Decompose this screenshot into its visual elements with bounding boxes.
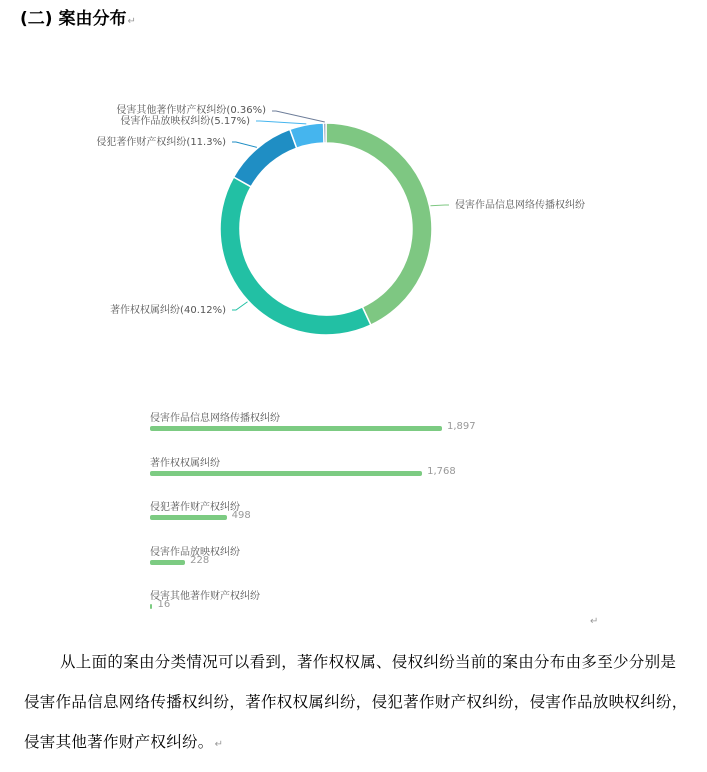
bar-value-label: 498 (231, 510, 251, 521)
donut-slice-label: 侵害其他著作财产权纠纷(0.36%) (116, 105, 266, 116)
bar-value-label: 1,897 (447, 421, 476, 432)
bar-category-label: 侵害其他著作财产权纠纷 (150, 591, 260, 602)
paragraph-mark: ↵ (214, 739, 224, 750)
donut-leader-line (256, 121, 306, 124)
donut-slice-label: 侵害作品信息网络传播权纠纷 (455, 200, 585, 211)
bar (150, 604, 152, 609)
donut-slice (290, 123, 324, 148)
section-heading-text: (二) 案由分布 (20, 9, 127, 29)
bar-category-label: 侵犯著作财产权纠纷 (150, 502, 240, 513)
bar-value-label: 16 (157, 599, 171, 610)
donut-leader-line (232, 142, 257, 147)
bar (150, 471, 422, 476)
bar (150, 515, 227, 520)
summary-paragraph (24, 642, 690, 765)
donut-slice-label: 著作权权属纠纷(40.12%) (110, 305, 226, 316)
donut-slice (326, 123, 432, 325)
bar-category-label: 侵害作品放映权纠纷 (150, 546, 240, 558)
donut-leader-line (272, 111, 325, 122)
paragraph-mark: ↵ (590, 616, 599, 627)
donut-slice-label: 侵犯著作财产权纠纷(11.3%) (96, 137, 226, 148)
bar-category-label: 著作权权属纠纷 (150, 457, 220, 469)
bar-category-label: 侵害作品信息网络传播权纠纷 (150, 413, 280, 424)
donut-slice-label: 侵害作品放映权纠纷(5.17%) (120, 116, 250, 127)
donut-slice (234, 129, 297, 186)
summary-text: 从上面的案由分类情况可以看到，著作权权属、侵权纠纷当前的案由分布由多至少分别是侵害作品信息网络传播权纠纷，著作权权属纠纷，侵犯著作财产权纠纷，侵害作品放映权纠纷，侵害其他著作财产权纠纷。 (24, 653, 688, 751)
donut-slice (324, 123, 326, 143)
paragraph-mark: ↵ (127, 16, 136, 27)
bar (150, 426, 442, 431)
bar-value-label: 1,768 (427, 465, 456, 477)
donut-leader-line (232, 302, 248, 310)
bar-value-label: 228 (190, 554, 210, 566)
donut-leader-line (430, 205, 449, 206)
donut-slice (220, 177, 371, 335)
bar (150, 560, 185, 565)
case-type-donut-chart (0, 0, 707, 360)
